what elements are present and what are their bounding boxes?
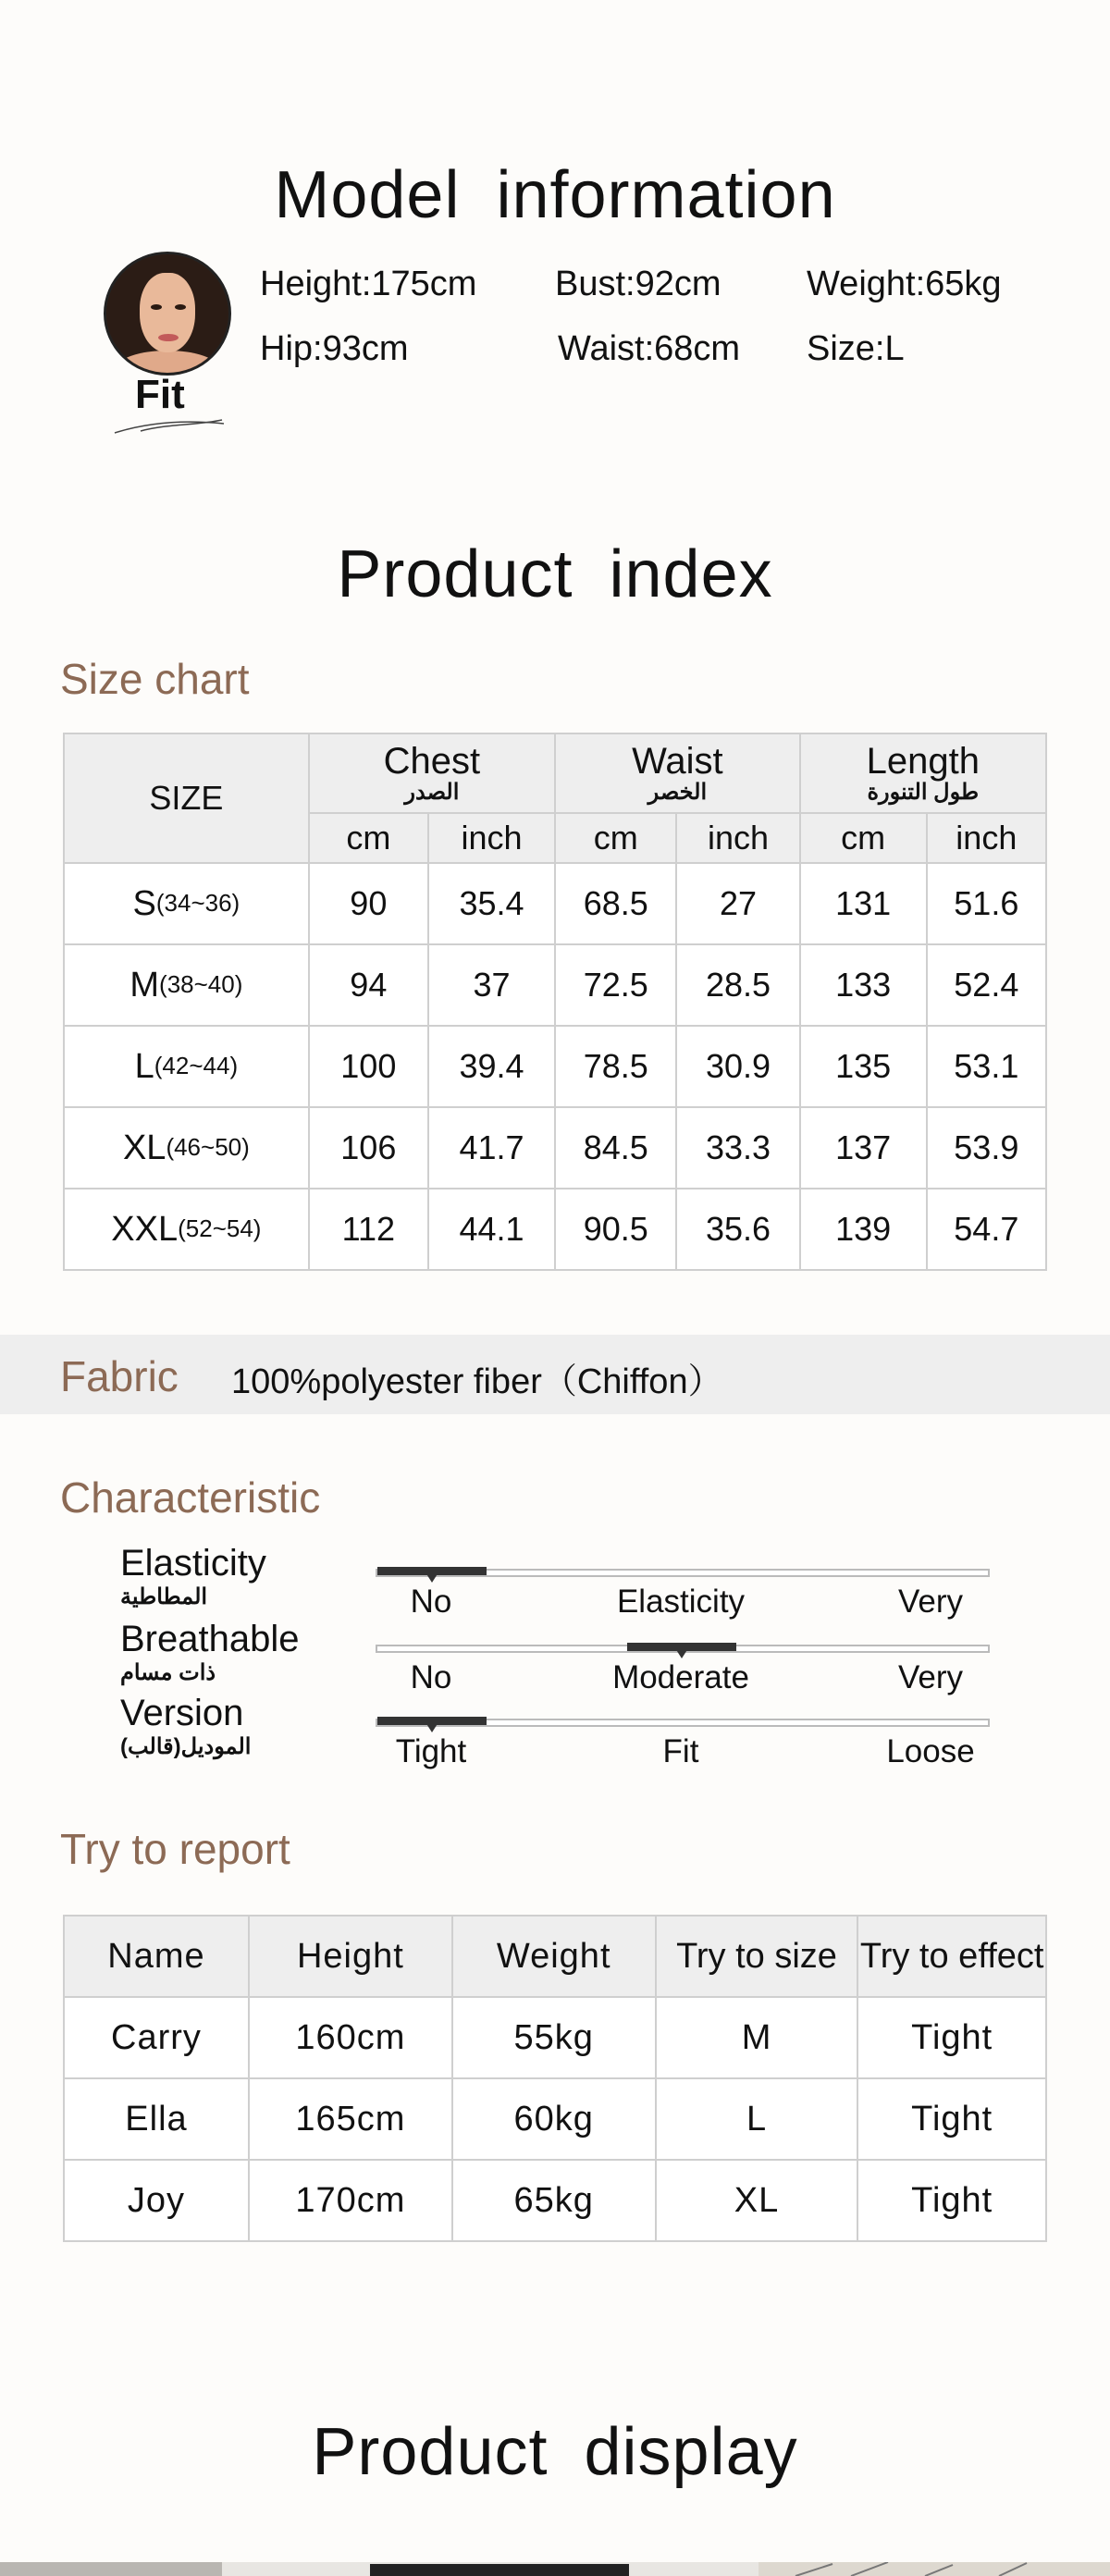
characteristic-scale-bar: [376, 1645, 990, 1653]
characteristic-arabic-name: الموديل(قالب): [120, 1734, 252, 1759]
try-report-cell: 165cm: [249, 2078, 452, 2160]
try-report-table: [63, 1915, 1047, 2242]
characteristic-name: Elasticity: [120, 1543, 266, 1584]
size-chart-table: [63, 733, 1047, 1271]
characteristic-scale-label: Fit: [662, 1733, 699, 1769]
try-report-cell: 170cm: [249, 2160, 452, 2241]
model-size: Size:L: [807, 329, 905, 368]
try-report-cell: L: [656, 2078, 858, 2160]
try-report-cell: 60kg: [452, 2078, 656, 2160]
size-row: [64, 944, 1046, 1026]
size-value-cell: 44.1: [428, 1189, 555, 1270]
model-waist: Waist:68cm: [558, 329, 741, 368]
size-value-cell: 28.5: [676, 944, 799, 1026]
characteristic-level-indicator: [627, 1643, 736, 1651]
size-value-cell: 41.7: [428, 1107, 555, 1189]
characteristic-scale-label: No: [410, 1659, 452, 1695]
size-value-cell: 68.5: [555, 863, 676, 944]
size-value-cell: 131: [800, 863, 927, 944]
try-report-cell: Carry: [64, 1997, 249, 2078]
try-report-cell: Ella: [64, 2078, 249, 2160]
size-value-cell: 37: [428, 944, 555, 1026]
fit-logo-swash: [113, 414, 228, 437]
size-label-cell: XXL(52~54): [64, 1189, 309, 1270]
model-height: Height:175cm: [260, 265, 477, 303]
size-chart-heading: Size chart: [60, 655, 250, 703]
size-value-cell: 100: [309, 1026, 428, 1107]
product-photo-preview: [0, 2562, 1110, 2576]
characteristic-scale-label: No: [410, 1584, 452, 1620]
size-row: [64, 1107, 1046, 1189]
unit-header: inch: [927, 813, 1046, 863]
unit-header: inch: [428, 813, 555, 863]
characteristic-scale-label: Elasticity: [616, 1584, 746, 1620]
fabric-label: Fabric: [60, 1352, 179, 1400]
size-value-cell: 39.4: [428, 1026, 555, 1107]
try-report-cell: 160cm: [249, 1997, 452, 2078]
size-value-cell: 27: [676, 863, 799, 944]
try-report-row: [64, 2078, 1046, 2160]
size-row: [64, 1189, 1046, 1270]
size-label-cell: L(42~44): [64, 1026, 309, 1107]
try-header-name: Name: [64, 1916, 249, 1997]
unit-header: cm: [800, 813, 927, 863]
try-report-cell: XL: [656, 2160, 858, 2241]
model-hip: Hip:93cm: [260, 329, 409, 368]
size-value-cell: 33.3: [676, 1107, 799, 1189]
characteristic-level-indicator: [377, 1717, 487, 1725]
characteristic-scale-label: Loose: [886, 1733, 975, 1769]
characteristic-arabic-name: ذات مسام: [120, 1660, 216, 1685]
size-value-cell: 84.5: [555, 1107, 676, 1189]
try-report-cell: Tight: [857, 2160, 1046, 2241]
size-value-cell: 90: [309, 863, 428, 944]
try-report-cell: Tight: [857, 1997, 1046, 2078]
characteristic-scale-label: Tight: [395, 1733, 467, 1769]
try-report-row: [64, 2160, 1046, 2241]
level-pointer-icon: [673, 1645, 690, 1658]
characteristic-scale-bar: [376, 1719, 990, 1727]
characteristic-scale-label: Very: [897, 1584, 964, 1620]
characteristic-arabic-name: المطاطية: [120, 1584, 208, 1609]
size-value-cell: 35.6: [676, 1189, 799, 1270]
model-avatar: [104, 252, 231, 376]
try-report-cell: Joy: [64, 2160, 249, 2241]
characteristic-scale-label: Moderate: [612, 1659, 749, 1695]
level-pointer-icon: [424, 1570, 440, 1583]
try-report-cell: 55kg: [452, 1997, 656, 2078]
characteristic-name: Version: [120, 1693, 244, 1733]
try-header-height: Height: [249, 1916, 452, 1997]
model-info-title: Model information: [274, 158, 836, 232]
size-header-cell: SIZE: [64, 733, 309, 863]
try-header-weight: Weight: [452, 1916, 656, 1997]
level-pointer-icon: [424, 1719, 440, 1732]
size-value-cell: 51.6: [927, 863, 1046, 944]
size-value-cell: 78.5: [555, 1026, 676, 1107]
size-value-cell: 53.1: [927, 1026, 1046, 1107]
size-value-cell: 53.9: [927, 1107, 1046, 1189]
product-index-title: Product index: [337, 537, 773, 611]
size-value-cell: 52.4: [927, 944, 1046, 1026]
try-report-row: [64, 1997, 1046, 2078]
size-value-cell: 139: [800, 1189, 927, 1270]
characteristic-heading: Characteristic: [60, 1473, 321, 1522]
size-value-cell: 30.9: [676, 1026, 799, 1107]
size-label-cell: S(34~36): [64, 863, 309, 944]
unit-header: cm: [309, 813, 428, 863]
try-header-effect: Try to effect: [857, 1916, 1046, 1997]
try-report-cell: M: [656, 1997, 858, 2078]
size-value-cell: 133: [800, 944, 927, 1026]
chest-group-header: Chest الصدر: [309, 733, 555, 813]
size-value-cell: 94: [309, 944, 428, 1026]
model-bust: Bust:92cm: [555, 265, 722, 303]
size-value-cell: 54.7: [927, 1189, 1046, 1270]
waist-group-header: Waist الخصر: [555, 733, 800, 813]
characteristic-scale-label: Very: [897, 1659, 964, 1695]
product-display-title: Product display: [312, 2415, 798, 2489]
size-value-cell: 106: [309, 1107, 428, 1189]
size-value-cell: 112: [309, 1189, 428, 1270]
try-report-heading: Try to report: [60, 1825, 290, 1873]
size-row: [64, 863, 1046, 944]
unit-header: inch: [676, 813, 799, 863]
fabric-value: 100%polyester fiber（Chiffon）: [231, 1362, 723, 1401]
length-group-header: Length طول التنورة: [800, 733, 1046, 813]
size-label-cell: XL(46~50): [64, 1107, 309, 1189]
size-row: [64, 1026, 1046, 1107]
size-value-cell: 35.4: [428, 863, 555, 944]
characteristic-scale-bar: [376, 1569, 990, 1577]
size-value-cell: 90.5: [555, 1189, 676, 1270]
try-report-cell: 65kg: [452, 2160, 656, 2241]
size-value-cell: 72.5: [555, 944, 676, 1026]
try-header-size: Try to size: [656, 1916, 858, 1997]
try-report-cell: Tight: [857, 2078, 1046, 2160]
model-weight: Weight:65kg: [807, 265, 1002, 303]
size-label-cell: M(38~40): [64, 944, 309, 1026]
unit-header: cm: [555, 813, 676, 863]
fit-logo-label: Fit: [135, 372, 185, 417]
size-value-cell: 137: [800, 1107, 927, 1189]
characteristic-name: Breathable: [120, 1619, 300, 1659]
size-value-cell: 135: [800, 1026, 927, 1107]
characteristic-level-indicator: [377, 1567, 487, 1575]
